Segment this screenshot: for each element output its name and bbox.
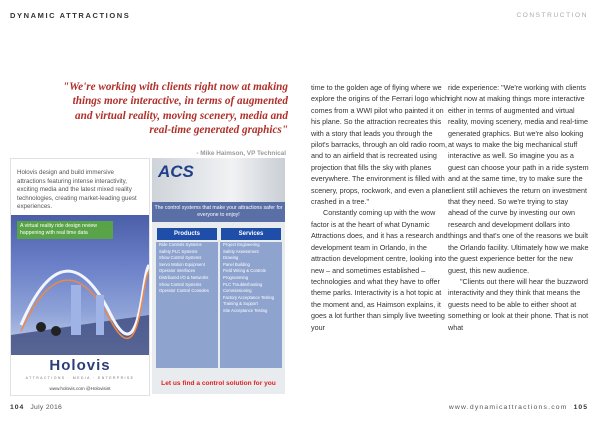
list-item: Factory Acceptance Testing bbox=[223, 294, 275, 300]
paragraph: "Clients out there will hear the buzzword interactivity and they think that means the guests need to be able to either shoot at something or look at their phone. That is not what bbox=[448, 276, 589, 332]
holovis-tagline: ATTRACTIONS · MEDIA · ENTERPRISE bbox=[25, 376, 135, 380]
acs-call-to-action: Let us find a control solution for you bbox=[161, 380, 276, 387]
holovis-description: Holovis design and build immersive attractions featuring intense interactivity, exciting media and the latest mixed reality technologies, creating market-leading guest experiences. bbox=[17, 169, 137, 211]
list-item: Show Control Systems bbox=[159, 255, 202, 261]
list-item: Safety Assessment bbox=[223, 248, 259, 254]
acs-logo: ACS bbox=[158, 162, 194, 181]
list-item: PLC Troubleshooting bbox=[223, 281, 263, 287]
acs-products-heading: Products bbox=[157, 228, 217, 240]
holovis-url: www.holovis.com @Holovisint bbox=[49, 386, 111, 391]
list-item: Operator Control Consoles bbox=[159, 288, 209, 294]
pull-quote: "We're working with clients right now at making things more interactive, in terms of augmented and virtual reality, moving scenery, media and real-time generated graphics" bbox=[62, 81, 288, 137]
paragraph: Constantly coming up with the wow factor is at the heart of what Dynamic Attractions does, and it has a research and development team in Orlando, in the attraction development centre, looking into new – and sometimes established – technologies and what they have to offer theme parks. Interactivity is a hot topic at the moment and, as Haimson explains, it goes a lot further than simply live tweeting your bbox=[311, 208, 448, 332]
list-item: Field Wiring & Controls bbox=[223, 268, 266, 274]
list-item: Servo Motion Equipment bbox=[159, 261, 205, 267]
list-item: Drawing bbox=[223, 255, 239, 261]
list-item: Project Engineering bbox=[223, 242, 260, 247]
list-item: Show Control Systems bbox=[159, 281, 202, 287]
acs-services-list bbox=[223, 242, 285, 315]
article-column-1 bbox=[311, 82, 450, 333]
paragraph: time to the golden age of flying where we explore the origins of the Ferrari logo which comes from a WWI pilot who painted it on his plane. So the attraction recreates this with a story that leads you through the pilot's barracks, through an old radio room, and to an airfield that is recreated using projection that fills the sky with planes everywhere. The environment is filled with scenery, props, rockwork, and even a plane crashed in a tree." bbox=[311, 83, 450, 207]
quote-attribution: - Mike Haimson, VP Technical bbox=[196, 150, 286, 157]
footer-left bbox=[10, 404, 62, 411]
holovis-logo: Holovis bbox=[49, 357, 111, 374]
holovis-image-caption: A virtual reality ride design review happening with real time data bbox=[17, 221, 113, 239]
page-number-right: 105 bbox=[573, 404, 588, 411]
list-item: Ride Controls Systems bbox=[159, 242, 202, 247]
magazine-section-title: DYNAMIC ATTRACTIONS bbox=[10, 11, 131, 20]
article-column-2 bbox=[448, 82, 590, 333]
footer-right bbox=[449, 404, 588, 411]
list-item: Training & Support bbox=[223, 301, 258, 307]
list-item: Site Acceptance Testing bbox=[223, 307, 268, 313]
holovis-advert bbox=[10, 158, 150, 396]
list-item: Operator Interfaces bbox=[159, 268, 196, 274]
acs-advert bbox=[152, 158, 285, 394]
acs-slogan: The control systems that make your attractions safer for everyone to enjoy! bbox=[152, 202, 285, 222]
website-url: www.dynamicattractions.com bbox=[448, 404, 568, 411]
acs-services-heading: Services bbox=[221, 228, 281, 240]
list-item: Safety PLC Systems bbox=[159, 248, 198, 254]
holovis-vr-image bbox=[11, 215, 149, 355]
list-item: Programming bbox=[223, 274, 249, 280]
page-number-left: 104 bbox=[10, 404, 25, 411]
list-item: Commissioning bbox=[223, 288, 252, 294]
list-item: Distributed I/O & Networks bbox=[159, 274, 209, 280]
issue-date: July 2016 bbox=[30, 404, 63, 411]
list-item: Panel Building bbox=[223, 261, 250, 267]
paragraph: ride experience: "We're working with clients right now at making things more interactive either in terms of augmented and virtual reality, moving scenery, media and real-time generated graphics. But we're also looking at ways to make the big mechanical stuff interactive as well. So imagine you as a guest can choose your path in a ride system and at the same time, try to make sure the client still achieves the return on investment that they need. So we're trying to stay ahead of the curve by investing our own research and development dollars into things and that's one of the reasons we built the Orlando facility. Ultimately how we make the guest experience better for the new guest, this new audience. bbox=[448, 83, 589, 275]
section-label: CONSTRUCTION bbox=[516, 12, 588, 19]
acs-products-list bbox=[159, 242, 221, 295]
